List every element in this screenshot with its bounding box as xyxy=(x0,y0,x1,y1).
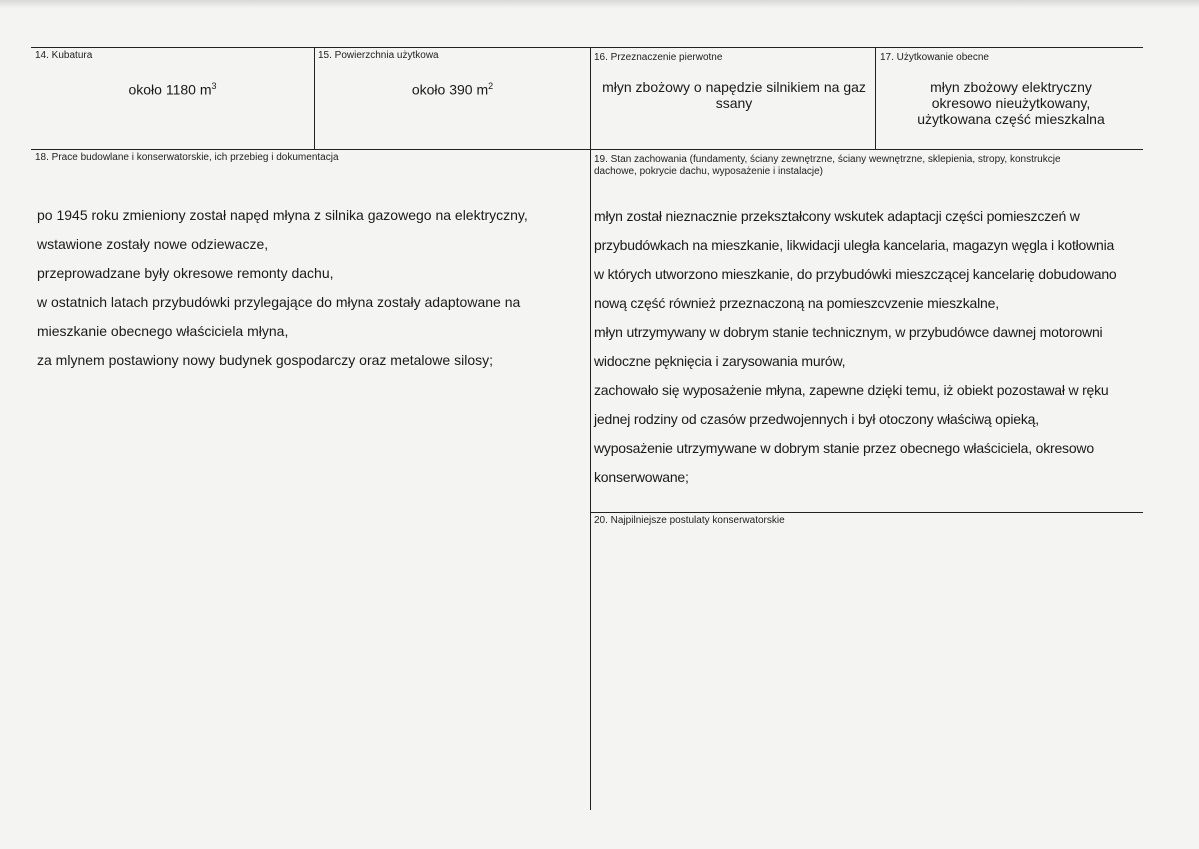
field14-label: 14. Kubatura xyxy=(35,50,93,61)
field19-text xyxy=(594,194,1150,499)
field14-unit-exponent: 3 xyxy=(211,81,217,91)
field18-line: za mlynem postawiony nowy budynek gospodarczy oraz metalowe silosy; xyxy=(37,351,493,368)
field19-line: zachowało się wyposażenie młyna, zapewne dzięki temu, iż obiekt pozostawał w ręku xyxy=(594,381,1109,398)
field18-label: 18. Prace budowlane i konserwatorskie, ich przebieg i dokumentacja xyxy=(35,152,339,163)
field17-line: użytkowana część mieszkalna xyxy=(917,111,1105,127)
field19-label-line: 19. Stan zachowania (fundamenty, ściany zewnętrzne, ściany wewnętrzne, sklepienia, stropy, konstrukcje xyxy=(594,154,1061,165)
field18-line: przeprowadzane były okresowe remonty dachu, xyxy=(37,264,334,281)
divider-14-15 xyxy=(314,47,315,150)
field18-line: w ostatnich latach przybudówki przylegające do młyna zostały adaptowane na xyxy=(37,293,521,310)
field15-value-text: około 390 m xyxy=(411,81,489,98)
field16-label: 16. Przeznaczenie pierwotne xyxy=(594,52,723,63)
field19-line: młyn został nieznacznie przekształcony wskutek adaptacji części pomieszczeń w xyxy=(594,207,1080,224)
field19-line: konserwowane; xyxy=(594,468,689,485)
field17-line: okresowo nieużytkowany, xyxy=(931,95,1091,111)
divider-16-17 xyxy=(875,47,876,150)
field19-label xyxy=(594,154,1142,178)
field14-value-text: około 1180 m xyxy=(128,81,212,98)
field19-line: widoczne pęknięcia i zarysowania murów, xyxy=(594,352,846,369)
field19-line: młyn utrzymywany w dobrym stanie technicznym, w przybudówce dawnej motorowni xyxy=(594,323,1103,340)
field19-line: jednej rodziny od czasów przedwojennych i był otoczony właściwą opieką, xyxy=(594,410,1039,427)
field17-line: młyn zbożowy elektryczny xyxy=(930,79,1092,95)
row1-top-border xyxy=(31,47,1143,48)
row2-top-border xyxy=(31,149,1143,150)
field19-line: przybudówkach na mieszkanie, likwidacji uległa kancelaria, magazyn węgla i kotłownia xyxy=(594,236,1115,253)
field15-value xyxy=(315,78,590,98)
field15-unit-exponent: 2 xyxy=(488,81,494,91)
field19-line: w których utworzono mieszkanie, do przybudówki mieszczącej kancelarię dobudowano xyxy=(594,265,1117,282)
field19-line: wyposażenie utrzymywane w dobrym stanie przez obecnego właściciela, okresowo xyxy=(594,439,1094,456)
field16-value: młyn zbożowy o napędzie silnikiem na gaz ssany xyxy=(602,79,866,111)
field18-line: mieszkanie obecnego właściciela młyna, xyxy=(37,322,289,339)
field17-label: 17. Użytkowanie obecne xyxy=(880,52,989,63)
field18-line: po 1945 roku zmieniony został napęd młyna z silnika gazowego na elektryczny, xyxy=(37,206,528,223)
field19-line: nową część również przeznaczoną na pomieszcvzenie mieszkalne, xyxy=(594,294,999,311)
field17-value xyxy=(880,79,1142,127)
field14-value xyxy=(31,78,314,98)
field20-label: 20. Najpilniejsze postulaty konserwatorskie xyxy=(594,515,785,526)
field18-line: wstawione zostały nowe odziewacze, xyxy=(37,235,269,252)
scan-edge xyxy=(0,0,1199,8)
divider-main xyxy=(590,47,591,810)
field20-top-border xyxy=(591,512,1143,513)
field15-label: 15. Powierzchnia użytkowa xyxy=(318,50,439,61)
field18-text xyxy=(37,193,587,382)
field19-label-line: dachowe, pokrycie dachu, wyposażenie i instalacje) xyxy=(594,166,824,177)
